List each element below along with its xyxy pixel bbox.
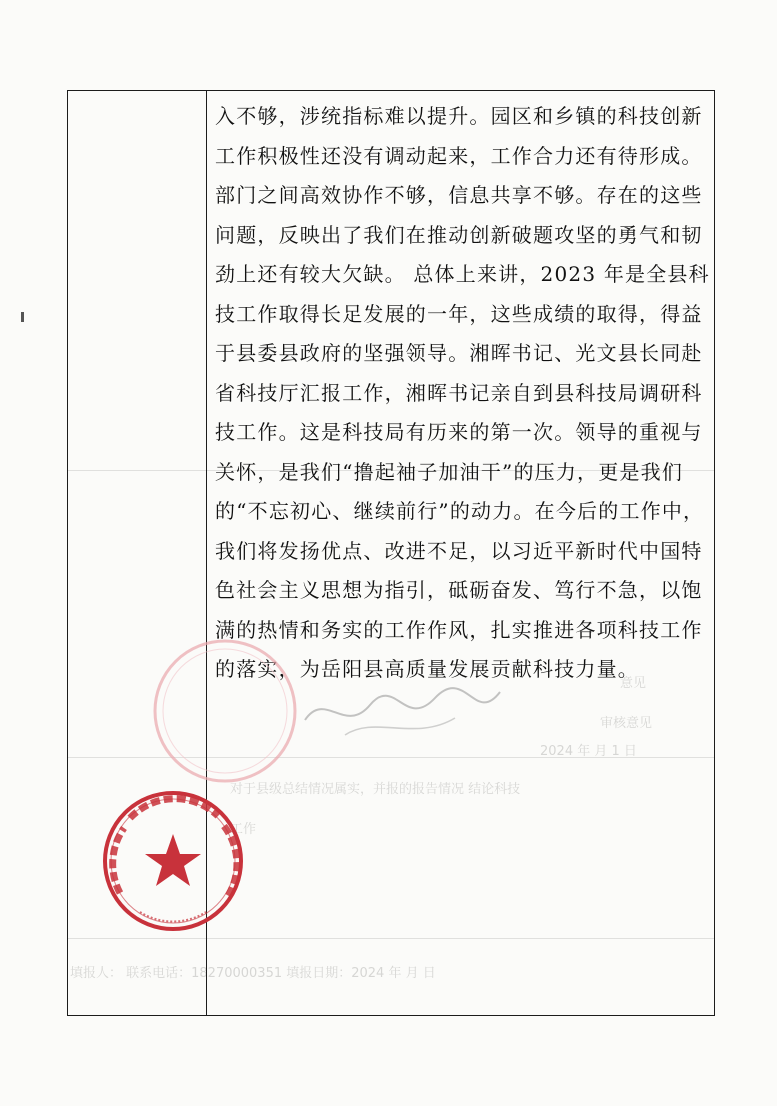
official-red-seal <box>100 788 246 934</box>
show-through-row-2: 工作 <box>230 822 257 837</box>
text-line: 部门之间高效协作不够，信息共享不够。存在的这些 <box>215 183 703 207</box>
text-line: 关怀，是我们“撸起袖子加油干”的压力，更是我们 <box>215 459 684 484</box>
summary-body-text <box>215 97 710 690</box>
text-line: 技工作。这是科技局有历来的第一次。领导的重视与 <box>215 420 703 444</box>
signature-scribble <box>285 680 515 750</box>
show-through-left-1: 意见 <box>620 676 647 691</box>
text-line: 入不够，涉统指标难以提升。园区和乡镇的科技创新 <box>215 104 703 128</box>
faint-seal-imprint <box>150 636 300 786</box>
text-line: 满的热情和务实的工作作风，扎实推进各项科技工作 <box>215 617 703 642</box>
show-through-date: 2024 年 月 1 日 <box>540 744 637 759</box>
text-line: 工作积极性还没有调动起来，工作合力还有待形成。 <box>215 143 703 168</box>
margin-tick <box>21 312 24 322</box>
text-line: 的“不忘初心、继续前行”的动力。在今后的工作中， <box>215 499 705 523</box>
show-through-row: 对于县级总结情况属实，并报的报告情况 结论科技 <box>230 782 521 797</box>
text-line: 色社会主义思想为指引，砥砺奋发、笃行不急，以饱 <box>215 578 703 602</box>
text-line: 技工作取得长足发展的一年，这些成绩的取得，得益 <box>215 301 703 326</box>
text-line: 省科技厅汇报工作，湘晖书记亲自到县科技局调研科 <box>215 380 703 405</box>
text-line: 的落实，为岳阳县高质量发展贡献科技力量。 <box>215 657 639 681</box>
show-through-footer: 填报人： 联系电话：18270000351 填报日期：2024 年 月 日 <box>70 966 436 981</box>
show-through-left-2: 审核意见 <box>600 716 653 731</box>
text-line: 我们将发扬优点、改进不足，以习近平新时代中国特 <box>215 538 703 563</box>
text-line: 问题，反映出了我们在推动创新破题攻坚的勇气和韧 <box>215 222 703 247</box>
text-line: 劲上还有较大欠缺。 总体上来讲，2023 年是全县科 <box>215 262 710 286</box>
text-line: 于县委县政府的坚强领导。湘晖书记、光文县长同赴 <box>215 341 703 365</box>
